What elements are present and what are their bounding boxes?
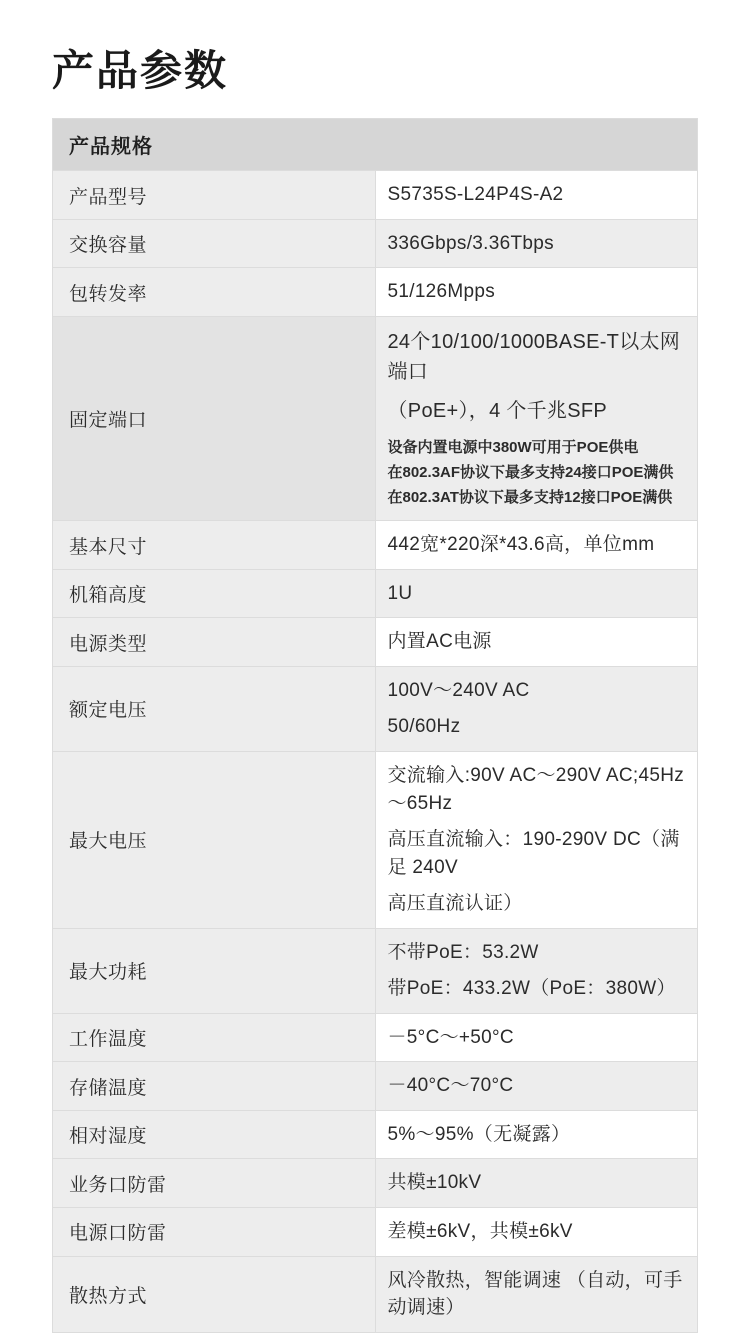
row-value: 共模±10kV xyxy=(375,1159,698,1208)
row-value xyxy=(375,317,698,521)
table-row-fixed-ports xyxy=(53,317,698,521)
product-spec-page xyxy=(0,46,750,1319)
row-value: 内置AC电源 xyxy=(375,618,698,667)
table-row xyxy=(53,928,698,1013)
table-row xyxy=(53,1159,698,1208)
row-label: 电源口防雷 xyxy=(53,1208,376,1257)
row-value: 442宽*220深*43.6高，单位mm xyxy=(375,521,698,570)
row-label: 存储温度 xyxy=(53,1062,376,1111)
table-row xyxy=(53,1208,698,1257)
row-label: 产品型号 xyxy=(53,171,376,220)
ports-sub-text xyxy=(388,436,690,510)
table-row xyxy=(53,1013,698,1062)
row-label: 包转发率 xyxy=(53,268,376,317)
row-value: －40°C～70°C xyxy=(375,1062,698,1111)
row-label: 交换容量 xyxy=(53,219,376,268)
row-label: 额定电压 xyxy=(53,666,376,751)
max-power-line-1: 不带PoE：53.2W xyxy=(387,941,539,963)
product-spec-table xyxy=(52,118,698,1332)
page-title: 产品参数 xyxy=(52,47,229,94)
table-row xyxy=(53,569,698,618)
row-label: 散热方式 xyxy=(53,1256,376,1332)
row-value: 336Gbps/3.36Tbps xyxy=(375,219,698,268)
table-row xyxy=(53,521,698,570)
max-voltage-line-1: 交流输入:90V AC～290V AC;45Hz～65Hz xyxy=(387,765,685,814)
row-value: 风冷散热，智能调速 （自动，可手动调速） xyxy=(375,1256,698,1332)
max-voltage-line-3: 高压直流认证） xyxy=(387,893,523,915)
table-row xyxy=(53,1110,698,1159)
table-row xyxy=(53,1062,698,1111)
row-value: －5°C～+50°C xyxy=(375,1013,698,1062)
table-row xyxy=(53,1256,698,1332)
row-label: 相对湿度 xyxy=(53,1110,376,1159)
row-value xyxy=(375,666,698,751)
row-value: 5%～95%（无凝露） xyxy=(375,1110,698,1159)
table-row xyxy=(53,268,698,317)
ports-main-text xyxy=(388,327,690,426)
ports-main-line-2: （PoE+），4 个千兆SFP xyxy=(387,400,608,423)
ports-sub-line-1: 设备内置电源中380W可用于POE供电 xyxy=(387,439,639,457)
table-header-row xyxy=(53,119,698,171)
ports-sub-line-3: 在802.3AT协议下最多支持12接口POE满供 xyxy=(387,488,673,506)
row-label: 固定端口 xyxy=(53,317,376,521)
row-label: 工作温度 xyxy=(53,1013,376,1062)
max-voltage-line-2: 高压直流输入：190-290V DC（满足 240V xyxy=(387,829,680,878)
row-label: 机箱高度 xyxy=(53,569,376,618)
table-row xyxy=(53,618,698,667)
rated-voltage-line-2: 50/60Hz xyxy=(387,716,461,738)
row-label: 业务口防雷 xyxy=(53,1159,376,1208)
row-value: 1U xyxy=(375,569,698,618)
table-row xyxy=(53,219,698,268)
row-label: 最大电压 xyxy=(53,752,376,929)
max-power-line-2: 带PoE：433.2W（PoE：380W） xyxy=(387,978,676,1000)
ports-main-line-1: 24个10/100/1000BASE-T以太网端口 xyxy=(387,331,681,384)
row-value: 差模±6kV，共模±6kV xyxy=(375,1208,698,1257)
table-row xyxy=(53,171,698,220)
row-value xyxy=(375,928,698,1013)
table-header-cell: 产品规格 xyxy=(53,119,698,171)
table-row xyxy=(53,752,698,929)
row-value: S5735S-L24P4S-A2 xyxy=(375,171,698,220)
table-row xyxy=(53,666,698,751)
row-value: 51/126Mpps xyxy=(375,268,698,317)
row-label: 最大功耗 xyxy=(53,928,376,1013)
row-label: 基本尺寸 xyxy=(53,521,376,570)
ports-sub-line-2: 在802.3AF协议下最多支持24接口POE满供 xyxy=(387,463,674,481)
row-label: 电源类型 xyxy=(53,618,376,667)
row-value xyxy=(375,752,698,929)
rated-voltage-line-1: 100V～240V AC xyxy=(387,679,530,701)
